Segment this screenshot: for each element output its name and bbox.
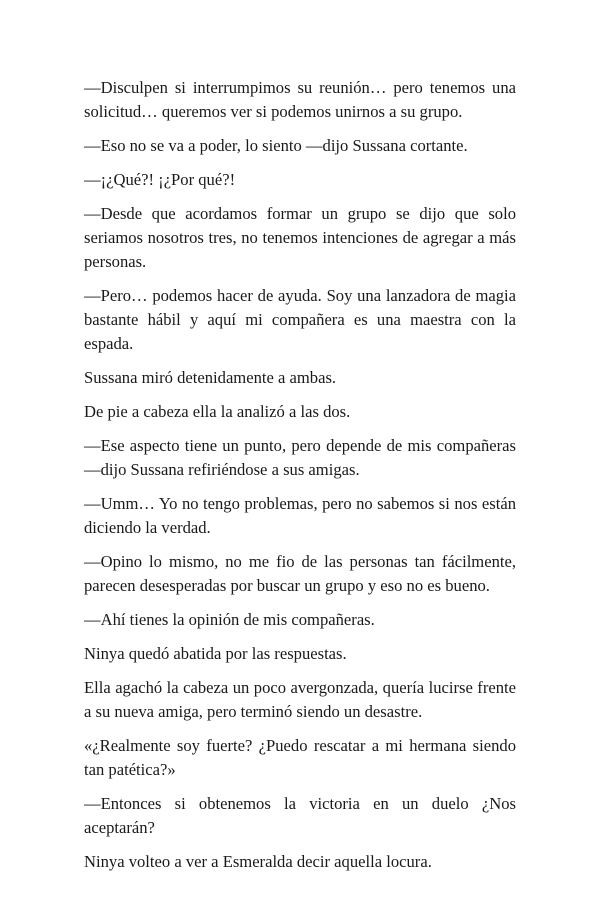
paragraph: —Ahí tienes la opinión de mis compañeras.	[84, 610, 375, 629]
paragraph: —Entonces si obtenemos la victoria en un duelo ¿Nos aceptarán?	[84, 794, 516, 837]
paragraph: —Pero… podemos hacer de ayuda. Soy una lanzadora de magia bastante hábil y aquí mi compañera es una maestra con la espada.	[84, 286, 516, 353]
paragraph: —¡¿Qué?! ¡¿Por qué?!	[84, 170, 236, 189]
paragraph: Ella agachó la cabeza un poco avergonzada, quería lucirse frente a su nueva amiga, pero terminó siendo un desastre.	[84, 678, 516, 721]
paragraph: Ninya volteo a ver a Esmeralda decir aquella locura.	[84, 852, 432, 871]
paragraph: —Disculpen si interrumpimos su reunión… pero tenemos una solicitud… queremos ver si podemos unirnos a su grupo.	[84, 78, 516, 121]
book-page	[84, 76, 516, 884]
paragraph: De pie a cabeza ella la analizó a las dos.	[84, 402, 351, 421]
paragraph: —Eso no se va a poder, lo siento —dijo Sussana cortante.	[84, 136, 468, 155]
paragraph: Sussana miró detenidamente a ambas.	[84, 368, 337, 387]
paragraph: —Ese aspecto tiene un punto, pero depende de mis compañeras —dijo Sussana refiriéndose a sus amigas.	[84, 436, 516, 479]
paragraph: —Opino lo mismo, no me fio de las personas tan fácilmente, parecen desesperadas por buscar un grupo y eso no es bueno.	[84, 552, 516, 595]
paragraph: Ninya quedó abatida por las respuestas.	[84, 644, 347, 663]
paragraph: —Umm… Yo no tengo problemas, pero no sabemos si nos están diciendo la verdad.	[84, 494, 516, 537]
paragraph: —Desde que acordamos formar un grupo se dijo que solo seriamos nosotros tres, no tenemos intenciones de agregar a más personas.	[84, 204, 516, 271]
paragraph: «¿Realmente soy fuerte? ¿Puedo rescatar a mi hermana siendo tan patética?»	[84, 736, 516, 779]
